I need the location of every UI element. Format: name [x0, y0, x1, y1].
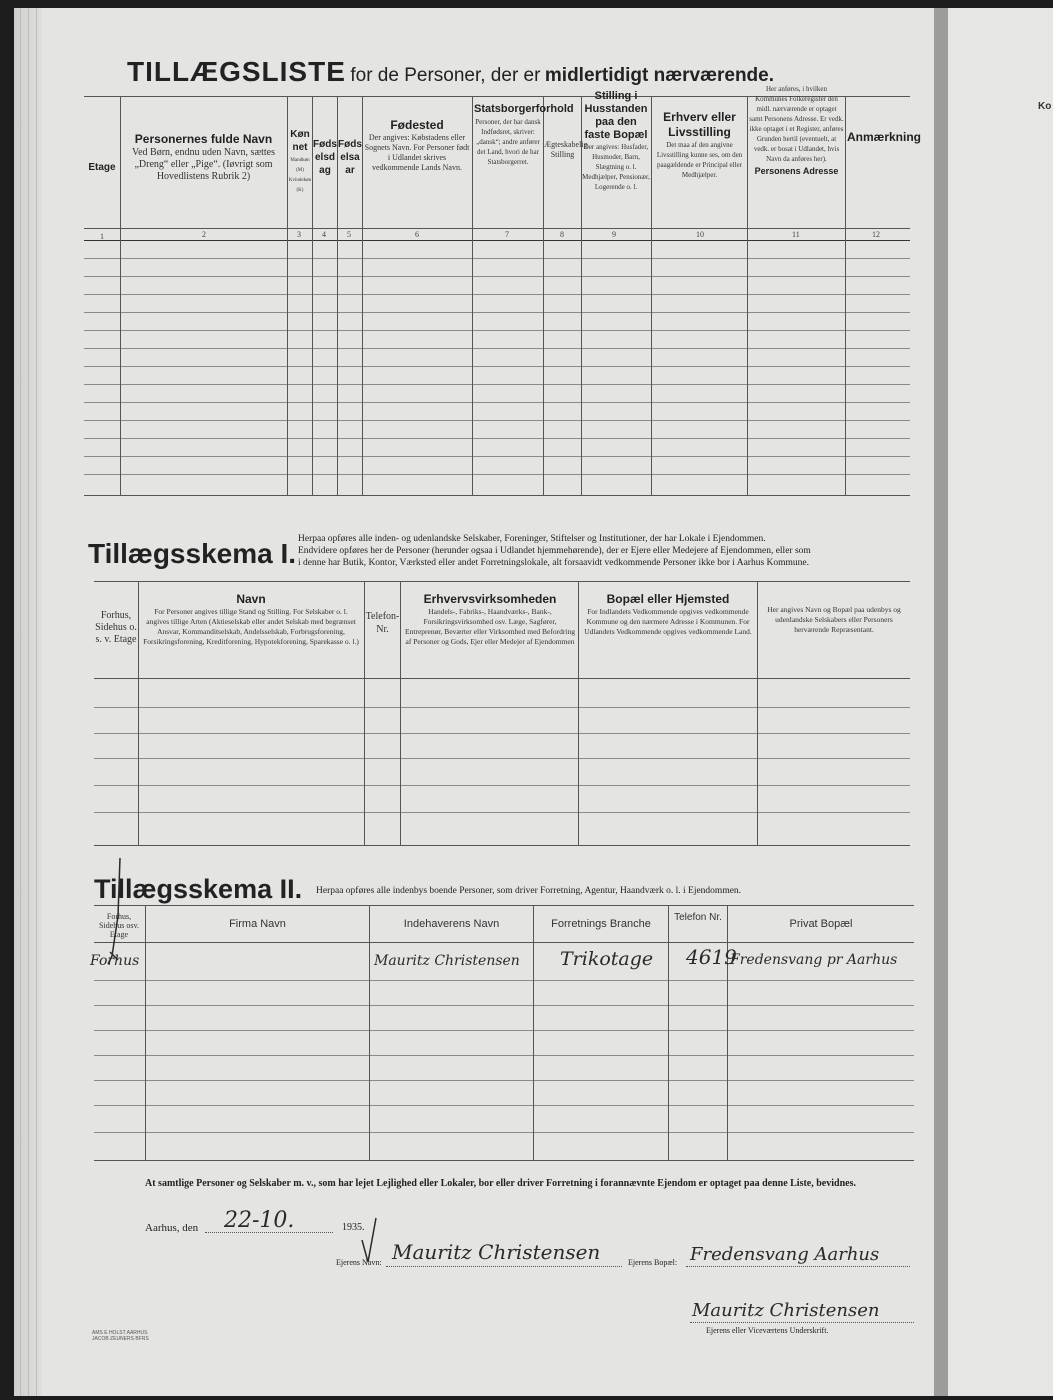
- col-number: 11: [792, 230, 800, 239]
- owner-name-line: [386, 1266, 622, 1267]
- printer-imprint: AMS E HOLST AARHUS JACOB ZEUNERS BFRS: [92, 1330, 149, 1342]
- col4-header: Fødselsdag: [313, 139, 337, 176]
- attestation-text: At samtlige Personer og Selskaber m. v., som har lejet Lejlighed eller Lokaler, bor eller driver Forretning i forannævnte Ejendom er optaget paa denne Liste, bevidnes.: [145, 1178, 856, 1189]
- check-mark-icon: [106, 856, 126, 966]
- date-value: 22-10.: [224, 1208, 295, 1233]
- title-bold: TILLÆGSLISTE: [127, 56, 346, 87]
- row1-branche: Trikotage: [560, 948, 654, 970]
- signature-value: Mauritz Christensen: [692, 1300, 880, 1321]
- col11-header: Her anføres, i hvilken Kommunes Folkeregister den midl. nærværende er optaget samt Personens Adresse. Er vedk. ikke optaget i et Register, anføres Grunden hertil (eventuelt, at vedk. er bosat i Udlandet, hvis Navn da anføres her). Personens Adresse: [749, 85, 844, 176]
- col1-header: Etage: [88, 162, 116, 173]
- col7-header: Statsborgerforhold Personer, der har dansk Indfødsret, skriver: „dansk“; andre anfører det Land, hvori de har Statsborgerret.: [474, 103, 574, 166]
- col-number: 8: [560, 230, 564, 239]
- title-mid: for de Personer, der er: [350, 65, 541, 86]
- skema2-col-indehaver: Indehaverens Navn: [403, 918, 500, 930]
- row1-indehaver: Mauritz Christensen: [374, 953, 520, 969]
- owner-name-label: Ejerens Navn:: [336, 1258, 382, 1267]
- city-label: Aarhus, den: [145, 1222, 199, 1234]
- title-bold2: midlertidigt nærværende.: [544, 65, 775, 86]
- col5-header: Fødselsaar: [338, 139, 362, 176]
- skema2-intro: Herpaa opføres alle indenbys boende Personer, som driver Forretning, Agentur, Haandværk o. l. i Ejendommen.: [316, 886, 742, 896]
- year-value: 1935.: [342, 1222, 365, 1233]
- skema1-col-repr: Her angives Navn og Bopæl paa udenbys og udenlandske Selskabers eller Personers herværende Repræsentant.: [767, 605, 901, 634]
- skema2-col-firma: Firma Navn: [229, 918, 286, 930]
- col-number: 4: [322, 230, 326, 239]
- col-number: 7: [505, 230, 509, 239]
- skema2-col-forhus: Forhus, Sidehus osv. Etage: [99, 912, 139, 939]
- owner-bopael-value: Fredensvang Aarhus: [690, 1244, 880, 1265]
- col-number: 3: [297, 230, 301, 239]
- col-number: 9: [612, 230, 616, 239]
- col6-header: Fødested Der angives: Købstadens eller Sognets Navn. For Personer født i Udlandet skrives vedkommende Lands Navn.: [364, 118, 470, 172]
- owner-bopael-line: [686, 1266, 910, 1267]
- skema2-col-branche: Forretnings Branche: [551, 918, 651, 930]
- next-page-text-fragment: Ko: [1038, 101, 1052, 112]
- skema1-title: Tillægsskema I.: [88, 538, 297, 569]
- skema2-col-telefon: Telefon Nr.: [674, 912, 722, 923]
- col8-header: Ægteskabelig Stilling: [544, 140, 588, 159]
- signature-label: Ejerens eller Viceværtens Underskrift.: [706, 1326, 829, 1335]
- col-number: 1: [100, 232, 104, 241]
- owner-bopael-label: Ejerens Bopæl:: [628, 1258, 678, 1267]
- skema1-col-erhverv: Erhvervsvirksomheden Handels-, Fabriks-, Haandværks-, Bank-, Forsikringsvirksomhed osv. Læge, Sagfører, Entreprenør, Beværter eller Virksomhed med Befordring af Personer og Gods, Ejer eller Medejer af Ejendommen: [405, 592, 575, 646]
- skema1-intro: Herpaa opføres alle inden- og udenlandske Selskaber, Foreninger, Stiftelser og Institutioner, der har Lokale i Ejendommen. Endvidere opføres her de Personer (herunder ogsaa i Udlandet hjemmehørende), der er Ejere eller Medejere af Ejendommen, eller som i denne har Butik, Kontor, Værksted eller andet Forretningslokale, alt forsaavidt vedkommende Personer ikke bor i Aarhus Kommune.: [298, 534, 811, 568]
- row1-etage: Forhus: [90, 953, 140, 969]
- row1-bopael: Fredensvang pr Aarhus: [730, 952, 898, 968]
- col12-header: Anmærkning: [847, 130, 922, 144]
- col-number: 12: [872, 230, 880, 239]
- col-number: 2: [202, 230, 206, 239]
- skema1-col-navn: Navn For Personer angives tillige Stand og Stilling. For Selskaber o. l. angives tillige Arten (Aktieselskab eller andet Selskab med begrænset Ansvar, Kommanditselskab, Andelsselskab, Forbrugsforening, Forsikringsforening, Kreditforening, Hypotekforening, Sparekasse o. l.): [143, 592, 359, 646]
- skema1-col-bopael: Bopæl eller Hjemsted For Indlandets Vedkommende opgives vedkommende Kommune og den nærmere Adresse i Kommunen. For Udlandets Vedkommende opgives vedkommende Land.: [584, 592, 752, 636]
- signature-line: [690, 1322, 914, 1323]
- owner-name-value: Mauritz Christensen: [392, 1240, 601, 1264]
- skema2-col-bopael: Privat Bopæl: [789, 918, 853, 930]
- skema1-col-forhus: Forhus, Sidehus o. s. v. Etage: [95, 610, 137, 645]
- col-number: 5: [347, 230, 351, 239]
- col10-header: Erhverv eller Livsstilling Det maa af den angivne Livsstilling kunne ses, om den paagældende er Principal eller Medhjælper.: [656, 110, 743, 179]
- skema2-title: Tillægsskema II.: [94, 874, 303, 904]
- next-page-edge: [948, 8, 1053, 1396]
- col-number: 6: [415, 230, 419, 239]
- tillaegsliste-title: [127, 56, 774, 88]
- page-binding-edge: [14, 8, 42, 1396]
- col2-header: Personernes fulde Navn Ved Børn, endnu uden Navn, sættes „Dreng“ eller „Pige“. (Iøvrigt som Hovedlistens Rubrik 2): [131, 132, 276, 182]
- skema1-col-telefon: Telefon-Nr.: [365, 611, 400, 635]
- col9-header: Stilling i Husstanden paa den faste Bopæl Der angives: Husfader, Husmoder, Barn, Slægtning o. l. Medhjælper, Pensionær, Logerende o. l.: [582, 90, 650, 191]
- col-number: 10: [696, 230, 704, 239]
- col3-header: Kønnet Mandkøn (M) Kvindekøn (K): [288, 129, 312, 193]
- row1-telefon: 4619: [686, 945, 737, 969]
